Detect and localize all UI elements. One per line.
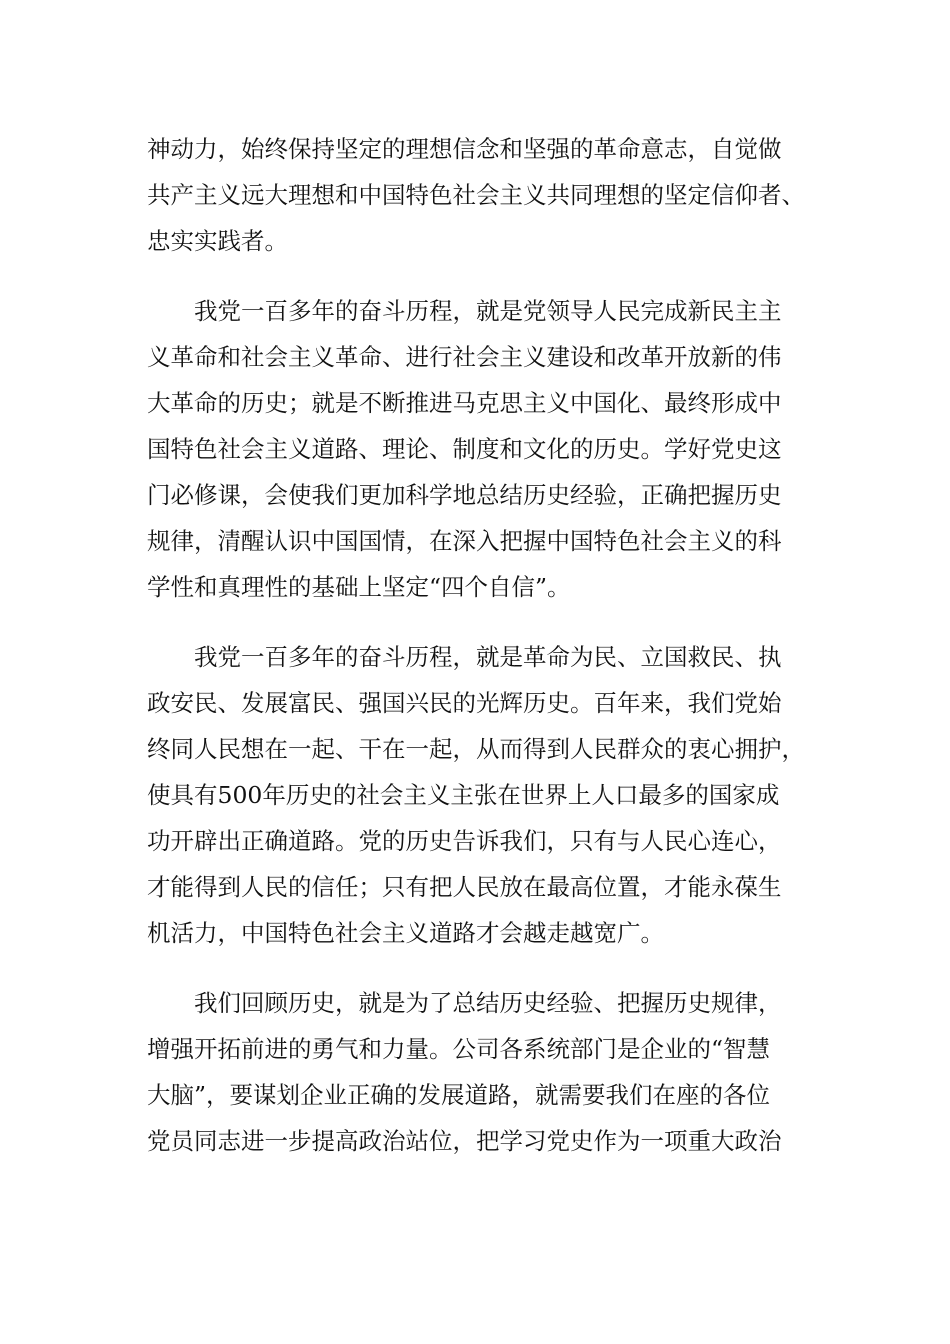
paragraph-3-line-1: 我党一百多年的奋斗历程，就是革命为民、立国救民、执	[194, 643, 782, 671]
paragraph-2-line-2: 义革命和社会主义革命、进行社会主义建设和改革开放新的伟	[147, 343, 782, 371]
paragraph-3-line-2: 政安民、发展富民、强国兴民的光辉历史。百年来，我们党始	[147, 689, 782, 717]
paragraph-3-line-6: 才能得到人民的信任；只有把人民放在最高位置，才能永葆生	[147, 873, 782, 901]
paragraph-3-line-7: 机活力，中国特色社会主义道路才会越走越宽广。	[147, 919, 664, 947]
paragraph-2-line-4: 国特色社会主义道路、理论、制度和文化的历史。学好党史这	[147, 435, 782, 463]
paragraph-4-line-1: 我们回顾历史，就是为了总结历史经验、把握历史规律，	[194, 989, 782, 1017]
paragraph-2-line-1: 我党一百多年的奋斗历程，就是党领导人民完成新民主主	[194, 297, 782, 325]
paragraph-1-line-2: 共产主义远大理想和中国特色社会主义共同理想的坚定信仰者、	[147, 181, 805, 209]
paragraph-3-line-4: 使具有500年历史的社会主义主张在世界上人口最多的国家成	[147, 781, 780, 809]
paragraph-4-line-3: 大脑”，要谋划企业正确的发展道路，就需要我们在座的各位	[147, 1081, 771, 1109]
paragraph-1-line-3: 忠实实践者。	[147, 227, 288, 255]
paragraph-2-line-6: 规律，清醒认识中国国情，在深入把握中国特色社会主义的科	[147, 527, 782, 555]
paragraph-4-line-2: 增强开拓前进的勇气和力量。公司各系统部门是企业的“智慧	[147, 1035, 771, 1063]
paragraph-2-line-3: 大革命的历史；就是不断推进马克思主义中国化、最终形成中	[147, 389, 782, 417]
paragraph-2-line-7: 学性和真理性的基础上坚定“四个自信”。	[147, 573, 571, 601]
paragraph-4-line-4: 党员同志进一步提高政治站位，把学习党史作为一项重大政治	[147, 1127, 782, 1155]
paragraph-1-line-1: 神动力，始终保持坚定的理想信念和坚强的革命意志，自觉做	[147, 135, 782, 163]
paragraph-3-line-3: 终同人民想在一起、干在一起，从而得到人民群众的衷心拥护，	[147, 735, 805, 763]
paragraph-3-line-5: 功开辟出正确道路。党的历史告诉我们，只有与人民心连心，	[147, 827, 782, 855]
paragraph-2-line-5: 门必修课，会使我们更加科学地总结历史经验，正确把握历史	[147, 481, 782, 509]
